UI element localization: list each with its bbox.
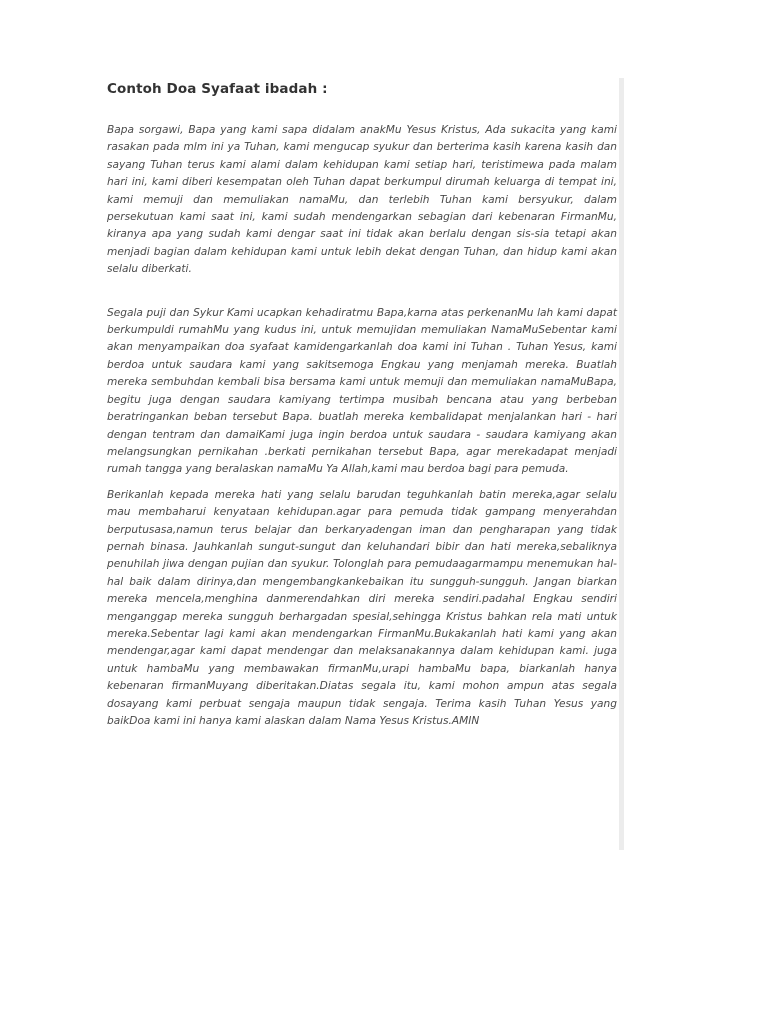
prayer-paragraph-2: Segala puji dan Sykur Kami ucapkan kehadiratmu Bapa,karna atas perkenanMu lah kami dapat berkumpuldi rumahMu yang kudus ini, untuk memujidan memuliakan NamaMuSebentar kami akan menyampaikan doa syafaat kamidengarkanlah doa kami ini Tuhan . Tuhan Yesus, kami berdoa untuk saudara kami yang sakitsemoga Engkau yang menjamah mereka. Buatlah mereka sembuhdan kembali bisa bersama kami untuk memuji dan memuliakan namaMuBapa, begitu juga dengan saudara kamiyang tertimpa musibah bencana atau yang berbeban beratringankan beban tersebut Bapa. buatlah mereka kembalidapat menjalankan hari - hari dengan tentram dan damaiKami juga ingin berdoa untuk saudara - saudara kamiyang akan melangsungkan pernikahan .berkati pernikahan tersebut Bapa, agar merekadapat menjadi rumah tangga yang beralaskan namaMu Ya Allah,kami mau berdoa bagi para pemuda. xyxy=(107,306,617,476)
page-right-border xyxy=(619,78,624,850)
document-title: Contoh Doa Syafaat ibadah : xyxy=(107,81,328,97)
prayer-paragraph-3: Berikanlah kepada mereka hati yang selalu barudan teguhkanlah batin mereka,agar selalu mau membaharui kenyataan kehidupan.agar para pemuda tidak gampang menyerahdan berputusasa,namun terus belajar dan berkaryadengan iman dan pengharapan yang tidak pernah binasa. Jauhkanlah sungut-sungut dan keluhandari bibir dan hati mereka,sebaliknya penuhilah jiwa dengan pujian dan syukur. Tolonglah para pemudaagarmampu menemukan hal-hal baik dalam dirinya,dan mengembangkankebaikan itu sungguh-sungguh. Jangan biarkan mereka mencela,menghina danmerendahkan diri mereka sendiri.padahal Engkau sendiri menganggap mereka sungguh berhargadan spesial,sehingga Kristus bahkan rela mati untuk mereka.Sebentar lagi kami akan mendengarkan FirmanMu.Bukakanlah hati kami yang akan mendengar,agar kami dapat mendengar dan melaksanakannya dalam kehidupan kami. juga untuk hambaMu yang membawakan firmanMu,urapi hambaMu bapa, biarkanlah hanya kebenaran firmanMuyang diberitakan.Diatas segala itu, kami mohon ampun atas segala dosayang kami perbuat sengaja maupun tidak sengaja. Terima kasih Tuhan Yesus yang baikDoa kami ini hanya kami alaskan dalam Nama Yesus Kristus.AMIN xyxy=(107,488,617,727)
document-content xyxy=(107,78,617,730)
prayer-paragraph-1: Bapa sorgawi, Bapa yang kami sapa didalam anakMu Yesus Kristus, Ada sukacita yang kami rasakan pada mlm ini ya Tuhan, kami mengucap syukur dan berterima kasih karena kasih dan sayang Tuhan terus kami alami dalam kehidupan kami setiap hari, teristimewa pada malam hari ini, kami diberi kesempatan oleh Tuhan dapat berkumpul dirumah keluarga di tempat ini, kami memuji dan memuliakan namaMu, dan terlebih Tuhan kami bersyukur, dalam persekutuan kami saat ini, kami sudah mendengarkan sebagian dari kebenaran FirmanMu, kiranya apa yang sudah kami dengar saat ini tidak akan berlalu dengan sis-sia tetapi akan menjadi bagian dalam kehidupan kami untuk lebih dekat dengan Tuhan, dan hidup kami akan selalu diberkati. xyxy=(107,124,617,276)
